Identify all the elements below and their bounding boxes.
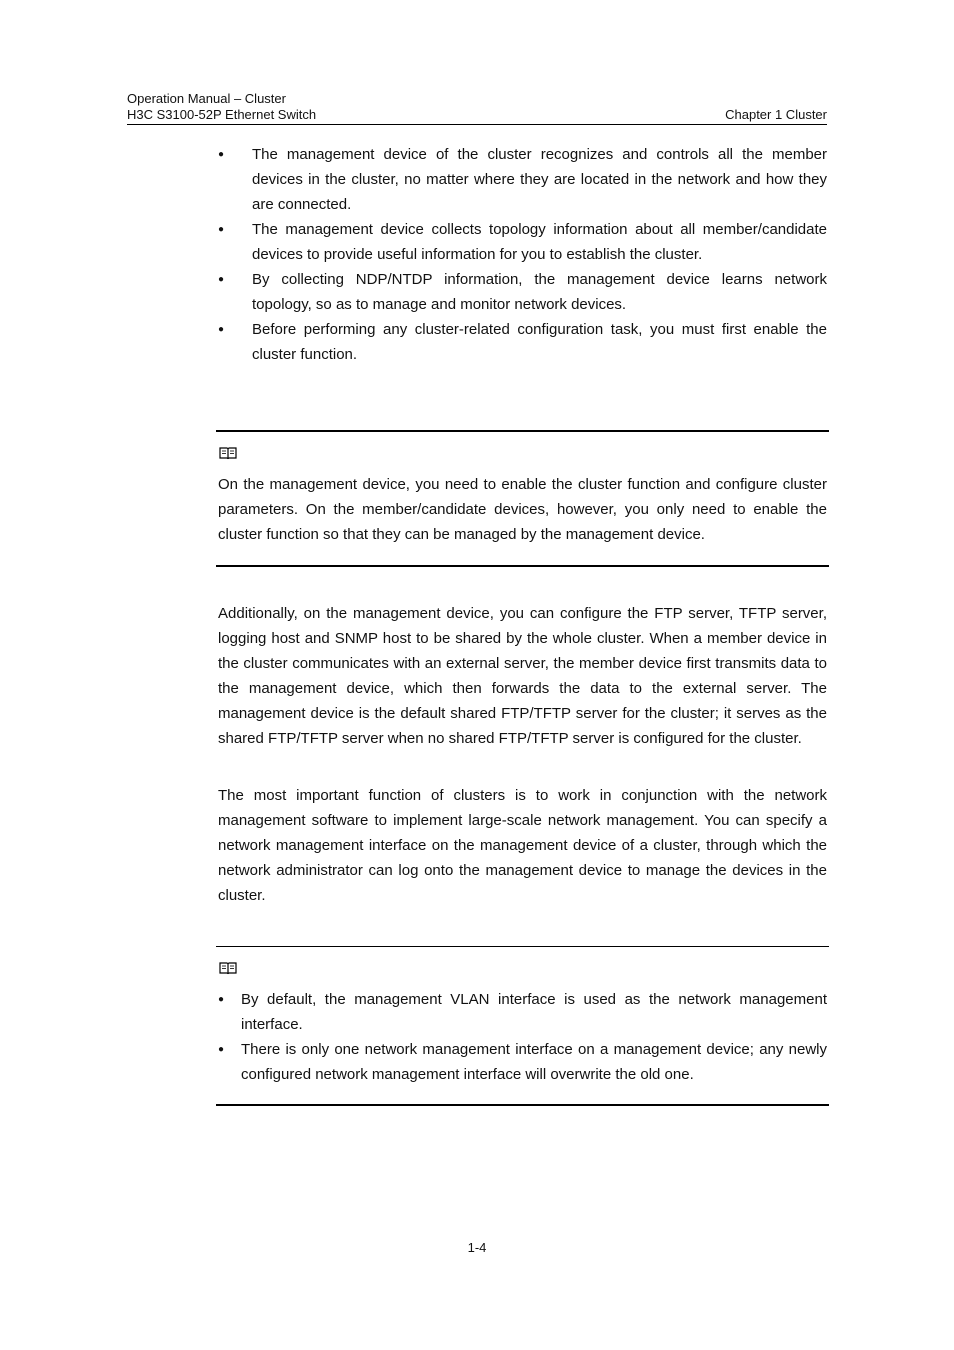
page-number: 1-4 [467, 1240, 487, 1255]
book-icon [219, 446, 237, 460]
body-paragraph: The most important function of clusters is to work in conjunction with the network management software to implement large-scale network management. You can specify a network management interface on the management device of a cluster, through which the network administrator can log onto the management device to manage the devices in the cluster. [218, 787, 827, 904]
book-icon [219, 961, 237, 975]
product-name: H3C S3100-52P Ethernet Switch [127, 107, 317, 122]
header-divider [127, 124, 827, 125]
list-item: ● The management device collects topology information about all member/candidate devices to provide useful information for you to establish the cluster. [218, 217, 827, 267]
header-row [127, 107, 827, 123]
note-text: On the management device, you need to enable the cluster function and configure cluster parameters. On the member/candidate devices, however, you only need to enable the cluster function so that they can be managed by the management device. [218, 476, 827, 543]
note-bullet-list [218, 987, 827, 1087]
manual-title: Operation Manual – Cluster [127, 91, 286, 106]
page-header [127, 91, 827, 123]
chapter-title: Chapter 1 Cluster [725, 107, 827, 122]
bullet-icon: ● [218, 224, 225, 235]
body-paragraph: Additionally, on the management device, you can configure the FTP server, TFTP server, logging host and SNMP host to be shared by the whole cluster. When a member device in the cluster communicates with an external server, the member device first transmits data to the management device, which then forwards the data to the external server. The management device is the default shared FTP/TFTP server for the cluster; it serves as the shared FTP/TFTP server when no shared FTP/TFTP server is configured for the cluster. [218, 605, 827, 747]
note-box [216, 430, 829, 567]
bullet-icon: ● [218, 994, 225, 1005]
list-item: ● The management device of the cluster recognizes and controls all the member devices in the cluster, no matter where they are located in the network and how they are connected. [218, 142, 827, 217]
list-item: ● Before performing any cluster-related configuration task, you must first enable the cluster function. [218, 317, 827, 367]
list-item: ● By collecting NDP/NTDP information, the management device learns network topology, so as to manage and monitor network devices. [218, 267, 827, 317]
note-box [216, 946, 829, 1106]
bullet-icon: ● [218, 324, 225, 335]
list-item: ● By default, the management VLAN interface is used as the network management interface. [218, 987, 827, 1037]
bullet-icon: ● [218, 149, 225, 160]
bullet-icon: ● [218, 1044, 225, 1055]
feature-bullet-list [218, 142, 827, 367]
list-item: ● There is only one network management interface on a management device; any newly configured network management interface will overwrite the old one. [218, 1037, 827, 1087]
bullet-icon: ● [218, 274, 225, 285]
